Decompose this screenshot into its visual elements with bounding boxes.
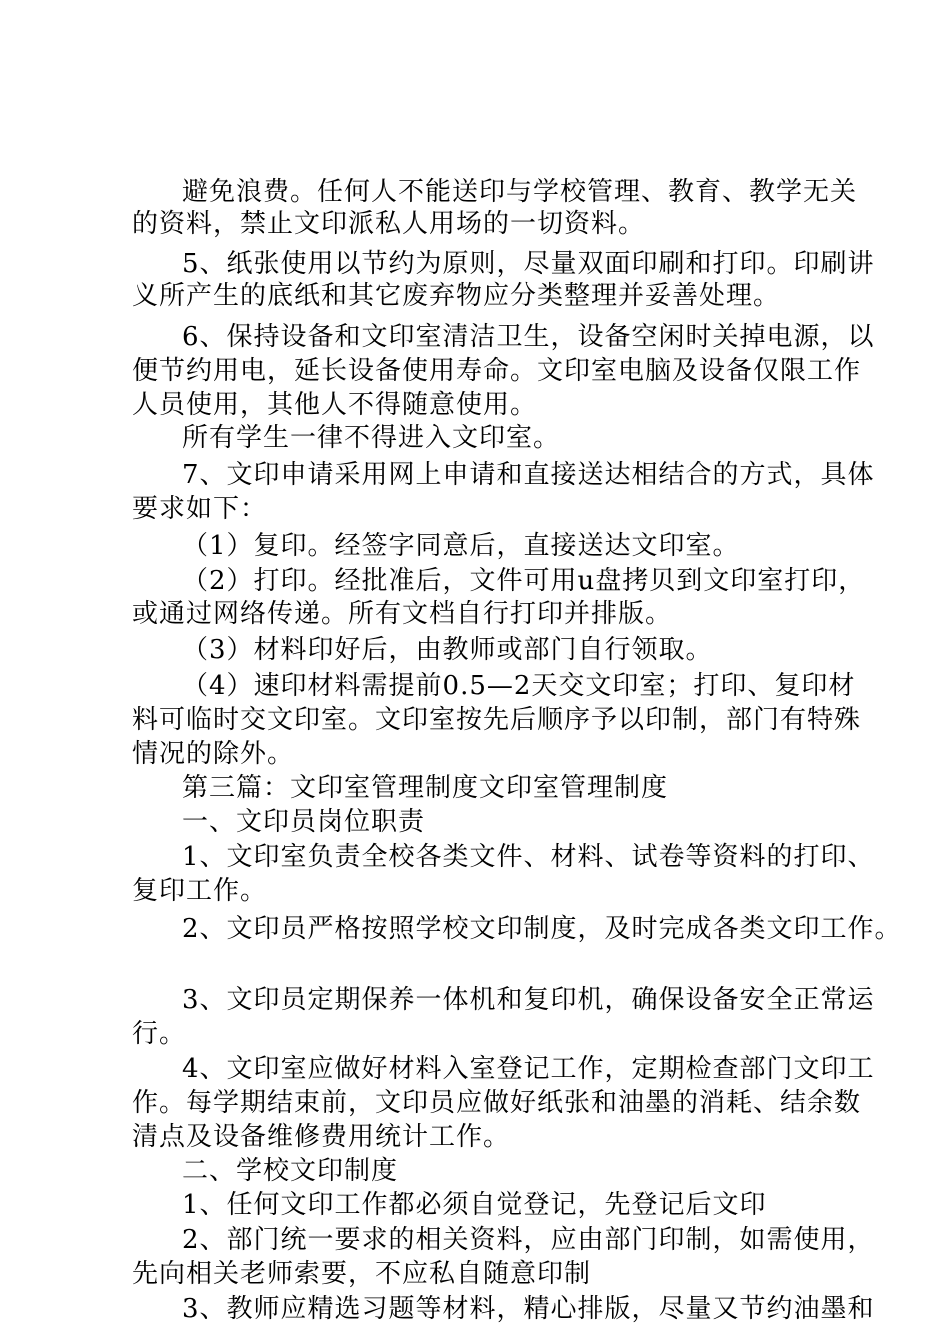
- section-heading: 一、文印员岗位职责: [182, 807, 426, 837]
- text-line: 先向相关老师索要，不应私自随意印制: [132, 1259, 592, 1289]
- text-line: 5、纸张使用以节约为原则，尽量双面印刷和打印。印刷讲: [182, 249, 875, 279]
- text-line: （4）速印材料需提前0.5—2天交文印室；打印、复印材: [182, 671, 856, 701]
- text-line: （1）复印。经签字同意后，直接送达文印室。: [182, 531, 740, 561]
- text-line: 3、教师应精选习题等材料，精心排版，尽量又节约油墨和: [182, 1294, 875, 1324]
- text-line: 1、文印室负责全校各类文件、材料、试卷等资料的打印、: [182, 842, 875, 872]
- text-line: 2、文印员严格按照学校文印制度，及时完成各类文印工作。: [182, 914, 902, 944]
- text-line: （3）材料印好后，由教师或部门自行领取。: [182, 635, 713, 665]
- text-line: 4、文印室应做好材料入室登记工作，定期检查部门文印工: [182, 1054, 875, 1084]
- text-line: 人员使用，其他人不得随意使用。: [132, 390, 538, 420]
- text-line: （2）打印。经批准后，文件可用u盘拷贝到文印室打印，: [182, 566, 866, 596]
- text-line: 义所产生的底纸和其它废弃物应分类整理并妥善处理。: [132, 281, 781, 311]
- text-line: 复印工作。: [132, 876, 268, 906]
- section-heading: 二、学校文印制度: [182, 1156, 399, 1186]
- text-line: 料可临时交文印室。文印室按先后顺序予以印制，部门有特殊: [132, 705, 862, 735]
- text-line: 1、任何文印工作都必须自觉登记，先登记后文印: [182, 1190, 767, 1220]
- text-line: 作。每学期结束前，文印员应做好纸张和油墨的消耗、结余数: [132, 1088, 862, 1118]
- text-line: 避免浪费。任何人不能送印与学校管理、教育、教学无关: [182, 177, 858, 207]
- text-line: 所有学生一律不得进入文印室。: [182, 423, 561, 453]
- text-line: 7、文印申请采用网上申请和直接送达相结合的方式，具体: [182, 460, 875, 490]
- text-line: 行。: [132, 1019, 187, 1049]
- text-line: 的资料，禁止文印派私人用场的一切资料。: [132, 209, 646, 239]
- text-line: 2、部门统一要求的相关资料，应由部门印制，如需使用，: [182, 1225, 875, 1255]
- text-line: 清点及设备维修费用统计工作。: [132, 1122, 511, 1152]
- text-line: 3、文印员定期保养一体机和复印机，确保设备安全正常运: [182, 985, 875, 1015]
- text-line: 要求如下：: [132, 494, 268, 524]
- text-line: 便节约用电，延长设备使用寿命。文印室电脑及设备仅限工作: [132, 356, 862, 386]
- text-line: 或通过网络传递。所有文档自行打印并排版。: [132, 599, 673, 629]
- text-line: 6、保持设备和文印室清洁卫生，设备空闲时关掉电源，以: [182, 322, 875, 352]
- text-line: 情况的除外。: [132, 739, 295, 769]
- section-heading: 第三篇：文印室管理制度文印室管理制度: [182, 773, 669, 803]
